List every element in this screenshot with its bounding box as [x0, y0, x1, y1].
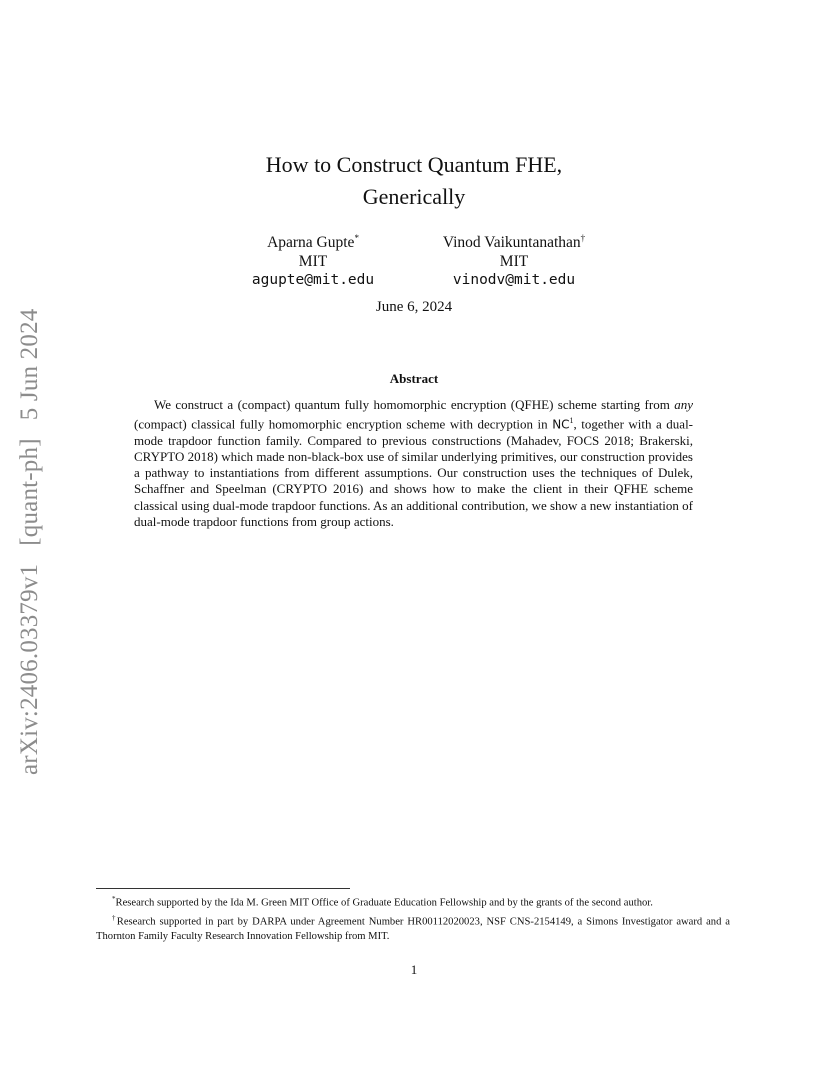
complexity-class-superscript: 1: [569, 416, 574, 426]
page-number: 1: [410, 962, 418, 977]
author-email: vinodv@mit.edu: [452, 272, 576, 289]
paper-date: June 6, 2024: [375, 299, 453, 315]
footnotes: [96, 892, 730, 944]
abstract-text-2: (compact) classical fully homomorphic encryption scheme with decryption in: [134, 416, 548, 432]
arxiv-category: [quant-ph]: [16, 438, 43, 546]
complexity-class: NC: [552, 417, 570, 432]
footnote-mark: *: [112, 895, 116, 903]
footnote-rule: [96, 888, 350, 889]
abstract-text-3: , together with a dual-mode trapdoor function family. Compared to previous constructions (Mahadev, FOCS 2018; Brakerski, CRYPTO 2018) which made non-black-box use of similar underlying primitives, our construction provides a pathway to instantiations from different assumptions. Our construction uses the techniques of Dulek, Schaffner and Speelman (CRYPTO 2016) and shows how to make the client in their QFHE scheme classical using dual-mode trapdoor functions. As an additional contribution, we show a new instantiation of dual-mode trapdoor functions from group actions.: [134, 416, 694, 529]
paper-title: [0, 149, 828, 213]
author-affiliation: MIT: [499, 253, 529, 271]
author-footnote-mark: †: [580, 233, 586, 243]
author-email: agupte@mit.edu: [251, 272, 375, 289]
author-name: Vinod Vaikuntanathan: [442, 234, 581, 252]
author-name: Aparna Gupte: [267, 234, 355, 252]
abstract-heading: Abstract: [389, 371, 439, 386]
author-footnote-mark: *: [354, 233, 359, 243]
abstract-emphasis: any: [674, 397, 693, 412]
author-block-1: [230, 229, 396, 290]
footnote-mark: †: [112, 913, 117, 922]
arxiv-date: 5 Jun 2024: [16, 308, 43, 421]
abstract-body: [134, 397, 693, 530]
abstract-text-1: We construct a (compact) quantum fully homomorphic encryption (QFHE) scheme starting from: [154, 397, 670, 412]
footnote-2: [96, 911, 730, 945]
author-affiliation: MIT: [298, 253, 328, 271]
footnote-text: Research supported in part by DARPA under Agreement Number HR00112020023, NSF CNS-2154149, a Simons Investigator award and a Thornton Family Faculty Research Innovation Fellowship from MIT.: [96, 916, 730, 943]
arxiv-id: arXiv:2406.03379v1: [16, 563, 43, 775]
footnote-text: Research supported by the Ida M. Green MIT Office of Graduate Education Fellowship and by the grants of the second author.: [115, 897, 653, 909]
title-line-1: How to Construct Quantum FHE,: [265, 152, 563, 177]
title-line-2: Generically: [362, 184, 466, 209]
footnote-1: [96, 892, 730, 911]
author-block-2: [426, 229, 602, 290]
